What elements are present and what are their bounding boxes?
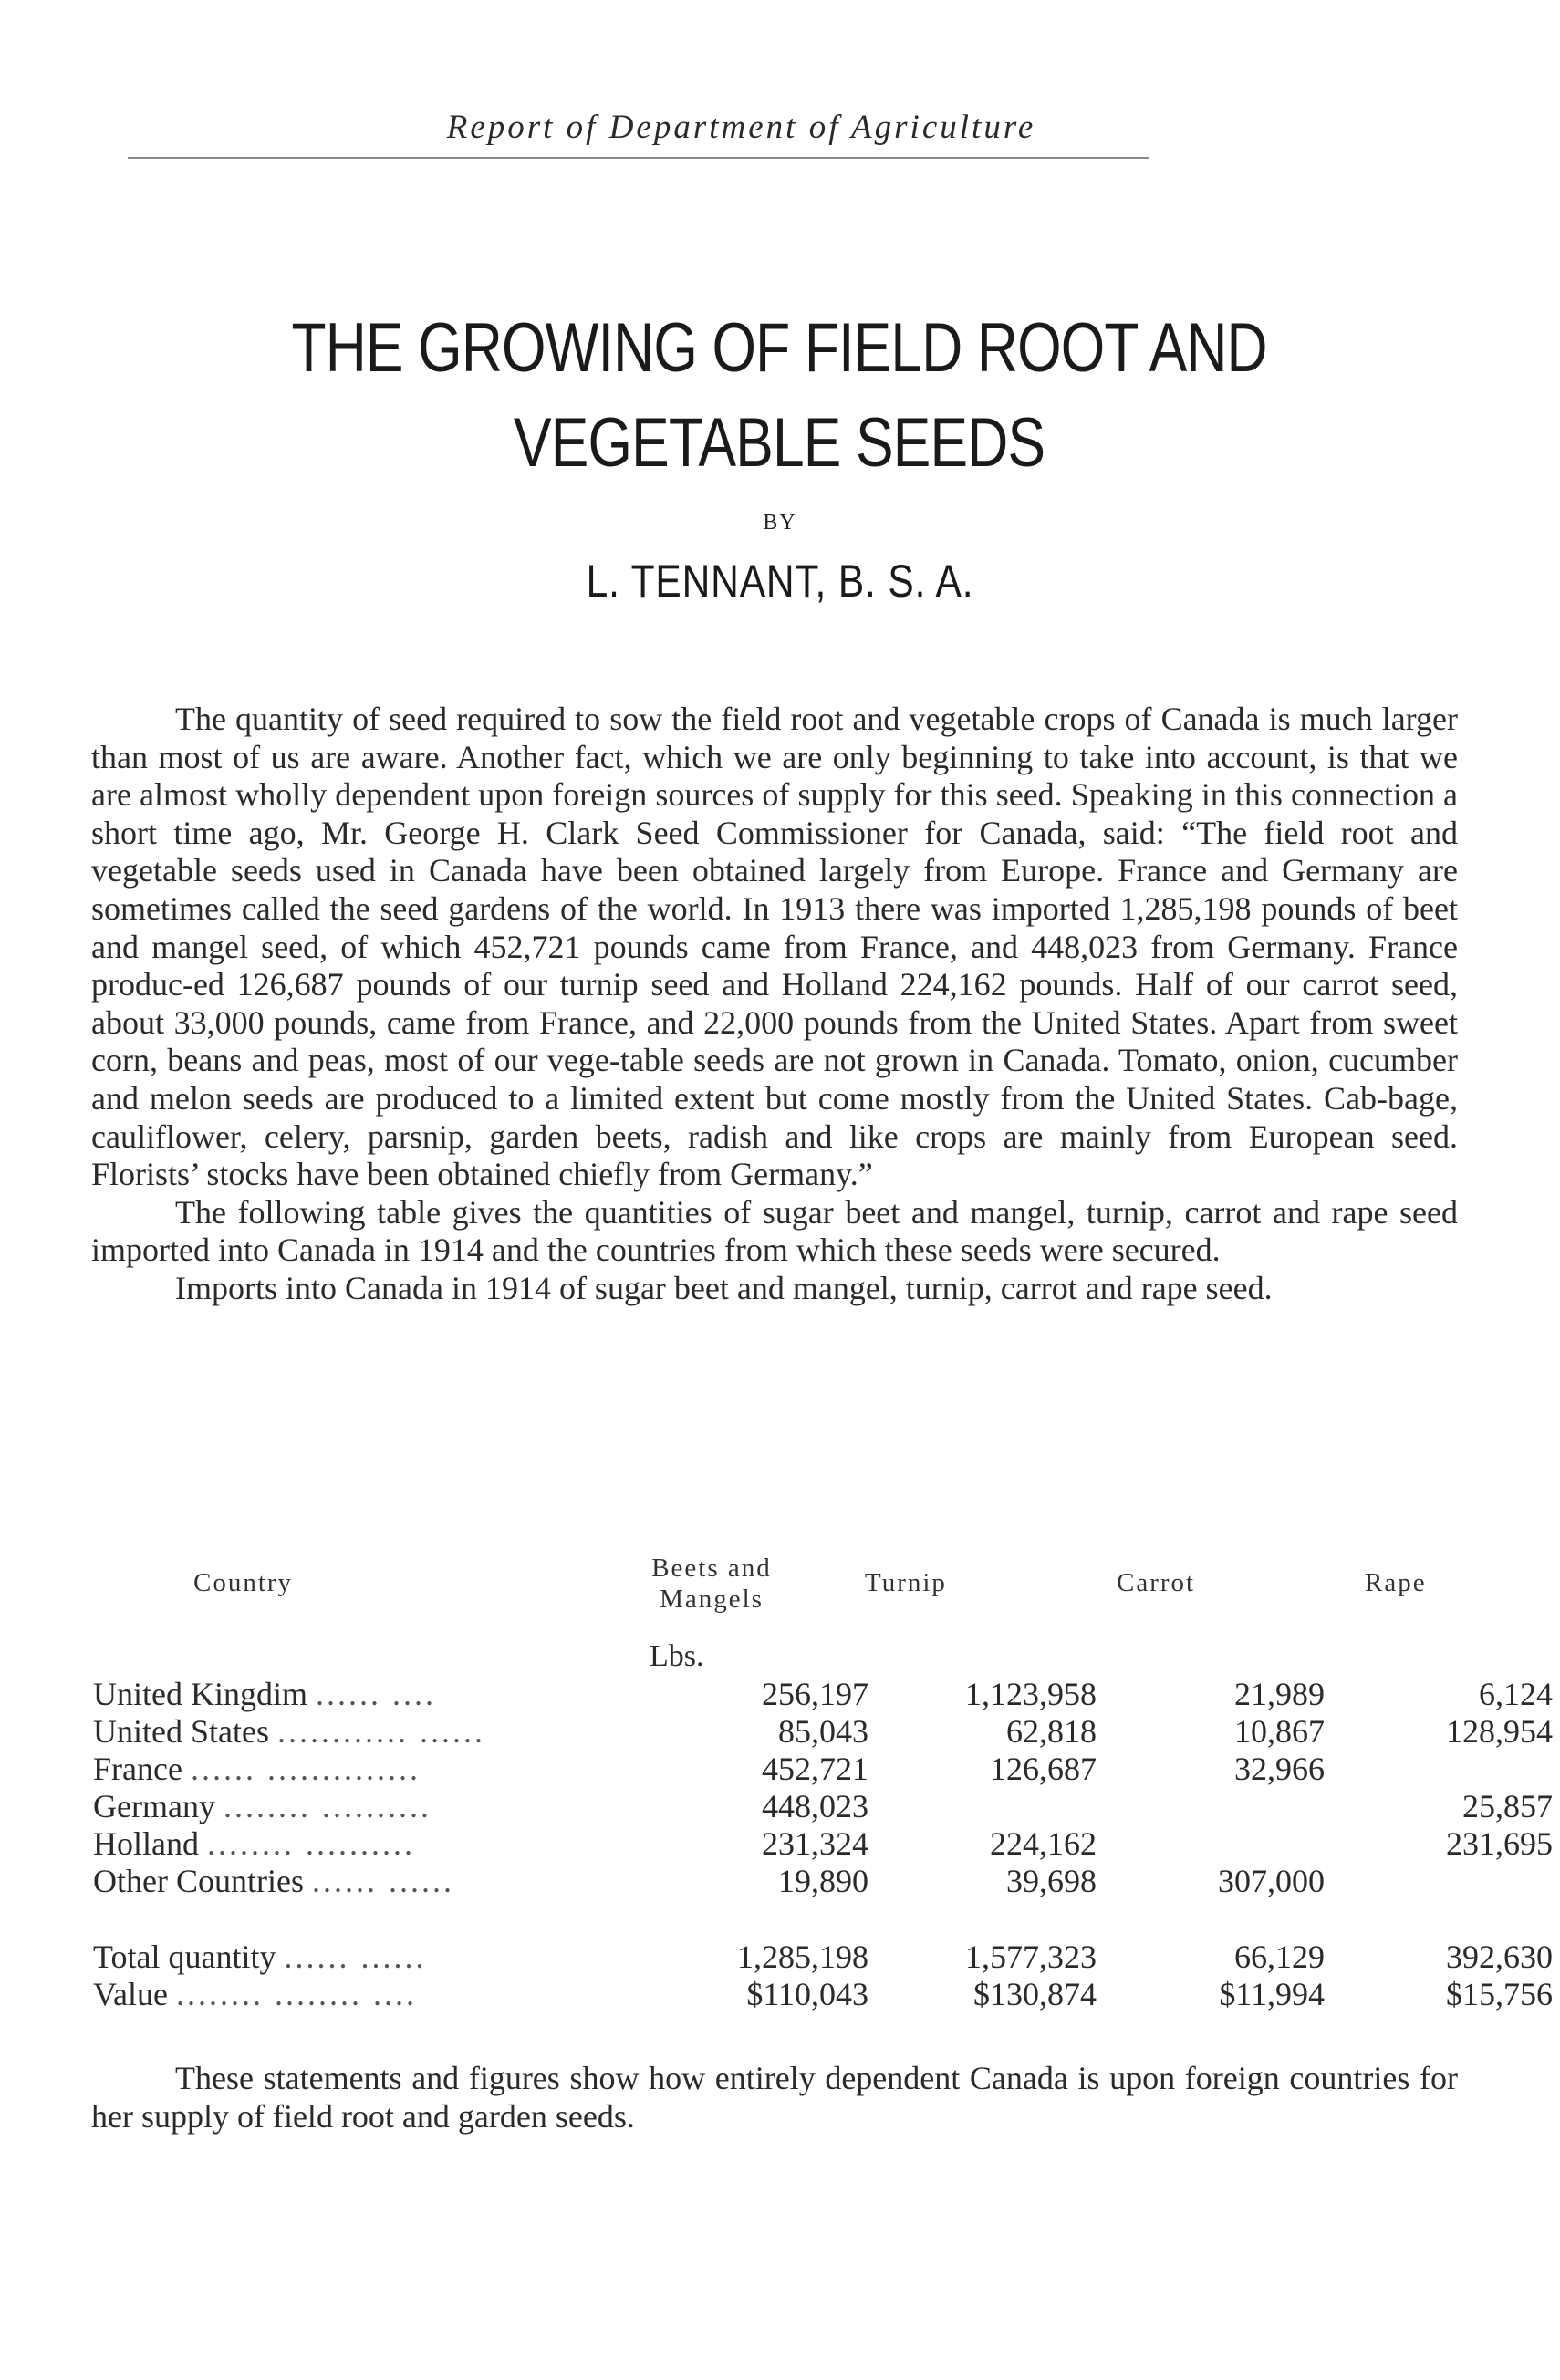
turnip-cell: 126,687 <box>990 1751 1097 1787</box>
table-row <box>93 1824 1553 1862</box>
turnip-cell: 1,123,958 <box>965 1676 1097 1712</box>
table-row <box>93 1712 1553 1750</box>
turnip-cell: 224,162 <box>990 1825 1097 1862</box>
beets-cell: 85,043 <box>778 1713 868 1750</box>
rape-cell: 128,954 <box>1446 1713 1553 1750</box>
country-name: United Kingdim <box>93 1676 307 1712</box>
country-cell <box>93 1787 636 1825</box>
carrot-cell: $11,994 <box>1219 1976 1325 2012</box>
country-cell <box>93 1675 636 1713</box>
header-carrot: Carrot <box>1117 1568 1196 1597</box>
rape-cell: 25,857 <box>1462 1788 1553 1824</box>
rape-cell: $15,756 <box>1446 1976 1553 2012</box>
rape-cell: 231,695 <box>1446 1825 1553 1862</box>
country-cell <box>93 1938 636 1976</box>
imports-table-header <box>91 1553 1460 1626</box>
turnip-cell: $130,874 <box>973 1976 1097 2012</box>
rape-cell: 392,630 <box>1446 1938 1553 1975</box>
article-title <box>140 301 1419 491</box>
dot-leader: ........ .......... <box>206 1825 415 1862</box>
dot-leader: ............ ...... <box>276 1713 485 1750</box>
header-rape: Rape <box>1365 1568 1427 1597</box>
carrot-cell: 307,000 <box>1218 1863 1325 1899</box>
header-country: Country <box>193 1568 294 1597</box>
beets-cell: 231,324 <box>762 1825 868 1862</box>
dot-leader: ........ ........ .... <box>175 1976 417 2012</box>
total-row <box>93 1938 1553 1975</box>
dot-leader: ........ .......... <box>223 1788 432 1824</box>
country-name: Other Countries <box>93 1863 304 1899</box>
title-line-1: THE GROWING OF FIELD ROOT AND <box>291 309 1267 387</box>
table-row <box>93 1787 1553 1824</box>
rape-cell: 6,124 <box>1479 1676 1553 1712</box>
header-beets-line-1: Beets and <box>651 1554 772 1583</box>
turnip-cell: 62,818 <box>1006 1713 1097 1750</box>
closing-text: These statements and figures show how entirely dependent Canada is upon foreign countries for her supply of field root and garden seeds. <box>91 2060 1458 2135</box>
paragraph-1: The quantity of seed required to sow the field root and vegetable crops of Canada is much larger than most of us are aware. Another fact, which we are only beginning to take into account, is that we are almost wholly dependent upon foreign sources of supply for this seed. Speaking in this connection a short time ago, Mr. George H. Clark Seed Commissioner for Canada, said: “The field root and vegetable seeds used in Canada have been obtained largely from Europe. France and Germany are sometimes called the seed gardens of the world. In 1913 there was imported 1,285,198 pounds of beet and mangel seed, of which 452,721 pounds came from France, and 448,023 from Germany. France produc-ed 126,687 pounds of our turnip seed and Holland 224,162 pounds. Half of our carrot seed, about 33,000 pounds, came from France, and 22,000 pounds from the United States. Apart from sweet corn, beans and peas, most of our vege-table seeds are not grown in Canada. Tomato, onion, cucumber and melon seeds are produced to a limited extent but come mostly from the United States. Cab-bage, cauliflower, celery, parsnip, garden beets, radish and like crops are mainly from European seed. Florists’ stocks have been obtained chiefly from Germany.” <box>91 701 1458 1193</box>
table-row <box>93 1750 1461 1787</box>
carrot-cell: 66,129 <box>1234 1938 1325 1975</box>
beets-cell: 448,023 <box>762 1788 868 1824</box>
total-label: Total quantity <box>93 1938 276 1975</box>
running-header: Report of Department of Agriculture <box>446 109 1036 146</box>
value-label: Value <box>93 1976 168 2012</box>
dot-leader: ...... ...... <box>284 1938 427 1975</box>
paragraph-3: Imports into Canada in 1914 of sugar beet and mangel, turnip, carrot and rape seed. <box>175 1269 1273 1306</box>
country-name: United States <box>93 1713 269 1750</box>
turnip-cell: 39,698 <box>1006 1863 1097 1899</box>
imports-table <box>93 1675 1553 2012</box>
country-name: France <box>93 1751 182 1787</box>
value-row <box>93 1975 1553 2012</box>
author: L. TENNANT, B. S. A. <box>586 556 974 607</box>
table-row <box>93 1862 1461 1899</box>
header-beets-mangels <box>629 1553 794 1615</box>
paragraph-2: The following table gives the quantities of sugar beet and mangel, turnip, carrot and rape seed imported into Canada in 1914 and the countries from which these seeds were secured. <box>91 1193 1458 1269</box>
beets-cell: 19,890 <box>778 1863 868 1899</box>
units-label: Lbs. <box>650 1639 704 1673</box>
dot-leader: ...... .... <box>315 1676 436 1712</box>
beets-cell: 256,197 <box>762 1676 868 1712</box>
article-body <box>91 701 1458 1308</box>
table-row <box>93 1675 1553 1712</box>
dot-leader: ...... .............. <box>190 1751 421 1787</box>
carrot-cell: 21,989 <box>1234 1676 1325 1712</box>
header-turnip: Turnip <box>865 1568 947 1597</box>
dot-leader: ...... ...... <box>311 1863 454 1899</box>
header-rule <box>128 157 1149 159</box>
country-name: Holland <box>93 1825 199 1862</box>
byline: BY <box>763 511 797 535</box>
closing-paragraph <box>91 2060 1458 2136</box>
beets-cell: 452,721 <box>762 1751 868 1787</box>
country-cell <box>93 1712 636 1751</box>
turnip-cell: 1,577,323 <box>965 1938 1097 1975</box>
country-cell <box>93 1750 636 1788</box>
country-cell <box>93 1824 636 1863</box>
country-cell <box>93 1862 636 1900</box>
beets-cell: $110,043 <box>746 1976 868 2012</box>
title-line-2: VEGETABLE SEEDS <box>513 404 1045 482</box>
beets-cell: 1,285,198 <box>737 1938 868 1975</box>
country-cell <box>93 1975 636 2013</box>
country-name: Germany <box>93 1788 215 1824</box>
carrot-cell: 10,867 <box>1234 1713 1325 1750</box>
header-beets-line-2: Mangels <box>660 1585 764 1614</box>
carrot-cell: 32,966 <box>1234 1751 1325 1787</box>
